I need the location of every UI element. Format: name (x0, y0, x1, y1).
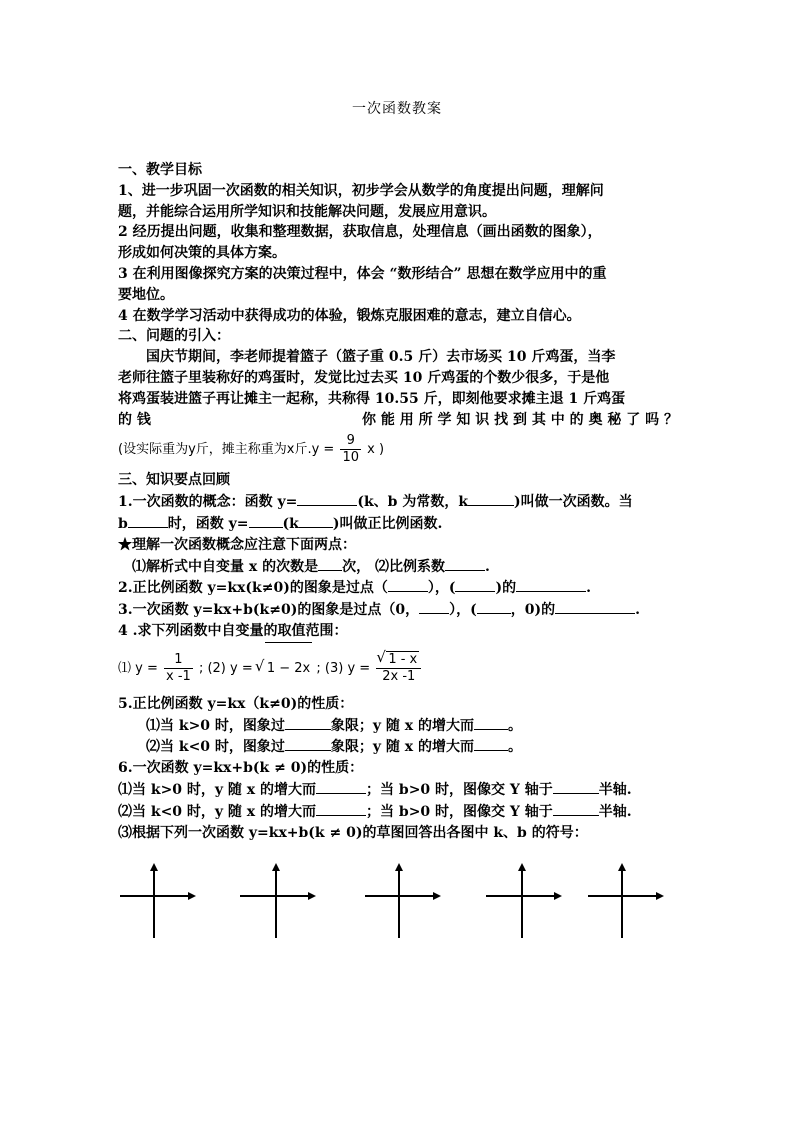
text-segment: 半轴. (598, 803, 632, 820)
answer-blank[interactable] (445, 556, 485, 571)
goal-4: 4 在数学学习活动中获得成功的体验，锻炼克服困难的意志，建立自信心。 (118, 307, 581, 324)
review-item-3 (118, 599, 678, 621)
intro-paragraph-line-1: 国庆节期间，李老师提着篮子（篮子重 0.5 斤）去市场买 10 斤鸡蛋，当李 (146, 349, 616, 366)
document-body (118, 160, 678, 843)
text-segment: . (635, 602, 640, 619)
coordinate-axes-1 (118, 860, 198, 940)
answer-blank[interactable] (455, 577, 495, 592)
text-segment: 2.正比例函数 y=kx(k≠0)的图象是过点（ (118, 580, 388, 597)
formula-2-label: ; (2) y = (198, 660, 253, 676)
intro-paragraph-line-3: 将鸡蛋装进篮子再让摊主一起称，共称得 10.55 斤，即刻他要求摊主退 1 斤鸡蛋 (118, 390, 626, 407)
coordinate-axes-4 (484, 860, 564, 940)
text-segment: b (118, 515, 128, 532)
answer-blank[interactable] (299, 513, 333, 528)
formula-1-label: ⑴ y = (118, 660, 158, 676)
goal-2-line-1: 2 经历提出问题，收集和整理数据，获取信息，处理信息（画出函数的图象）， (118, 224, 602, 241)
review-item-4: 4 .求下列函数中自变量的取值范围： (118, 622, 348, 639)
answer-blank[interactable] (128, 513, 168, 528)
formula-2-radical: √ 1 − 2x (265, 642, 312, 695)
property-6-case-3: ⑶根据下列一次函数 y=kx+b(k ≠ 0)的草图回答出各图中 k、b 的符号： (118, 824, 588, 841)
text-segment: ⑴当 k>0 时，图象过 (146, 717, 285, 734)
answer-blank[interactable] (474, 736, 508, 751)
intro-line-4-question: 你 能 用 所 学 知 识 找 到 其 中 的 奥 秘 了 吗 ？ (362, 411, 678, 428)
hint-end: x ) (367, 442, 385, 458)
review-item-2 (118, 577, 678, 599)
answer-blank[interactable] (249, 513, 283, 528)
text-segment: 1.一次函数的概念：函数 y= (118, 494, 298, 511)
formula-3-numerator (376, 651, 421, 669)
property-6-case-2 (118, 801, 678, 823)
intro-paragraph-line-2: 老师往篮子里装称好的鸡蛋时，发觉比过去买 10 斤鸡蛋的个数少很多，于是他 (118, 369, 610, 386)
text-segment: ⑵当 k<0 时，y 随 x 的增大而 (118, 803, 317, 820)
property-6-case-1 (118, 779, 678, 801)
section-heading-goals: 一、教学目标 (118, 162, 202, 178)
formula-3-radical: √ 1 - x (386, 651, 419, 668)
axes-sketch-row (0, 860, 794, 940)
answer-blank[interactable] (316, 779, 366, 794)
review-item-1-line-1 (118, 491, 678, 513)
goal-1-line-1: 1、进一步巩固一次函数的相关知识，初步学会从数学的角度提出问题，理解问 (118, 182, 604, 199)
text-segment: 次， ⑵比例系数 (342, 558, 445, 575)
text-segment: . (586, 580, 591, 597)
answer-blank[interactable] (555, 599, 635, 614)
answer-blank[interactable] (285, 715, 331, 730)
formula-1-denominator: x -1 (166, 668, 191, 684)
answer-blank[interactable] (419, 599, 449, 614)
text-segment: ，0)的 (510, 602, 556, 619)
text-segment: 象限；y 随 x 的增大而 (330, 717, 475, 734)
document-title: 一次函数教案 (352, 101, 442, 117)
intro-line-4-start: 的 钱 (118, 411, 151, 428)
text-segment: ；当 b>0 时，图像交 Y 轴于 (366, 803, 553, 820)
notice-points (118, 556, 678, 578)
answer-blank[interactable] (553, 801, 599, 816)
answer-blank[interactable] (297, 491, 357, 506)
text-segment: ；当 b>0 时，图像交 Y 轴于 (366, 781, 553, 798)
text-segment: )的 (495, 580, 517, 597)
text-segment: 。 (508, 717, 523, 734)
goal-3-line-1: 3 在利用图像探究方案的决策过程中，体会 “数形结合” 思想在数学应用中的重 (118, 265, 607, 282)
text-segment: 。 (508, 739, 523, 756)
formula-1-numerator: 1 (164, 652, 193, 669)
coordinate-axes-3 (363, 860, 443, 940)
answer-blank[interactable] (477, 599, 511, 614)
review-item-1-line-2 (118, 513, 678, 535)
answer-blank[interactable] (516, 577, 586, 592)
property-5-case-1 (118, 715, 678, 737)
answer-blank[interactable] (388, 577, 428, 592)
goal-3-line-2: 要地位。 (118, 286, 174, 303)
intro-paragraph-line-4 (118, 410, 678, 431)
answer-blank[interactable] (285, 736, 331, 751)
answer-blank[interactable] (553, 779, 599, 794)
text-segment: 半轴. (598, 781, 632, 798)
text-segment: (k (282, 515, 299, 532)
formula-3-fraction (376, 651, 421, 685)
goal-2-line-2: 形成如何决策的具体方案。 (118, 245, 286, 262)
domain-formulas (118, 642, 678, 694)
notice-heading: ★理解一次函数概念应注意下面两点： (118, 536, 356, 553)
property-5-case-2 (118, 736, 678, 758)
formula-3-denominator: 2x -1 (382, 669, 416, 685)
review-item-5: 5.正比例函数 y=kx（k≠0)的性质： (118, 695, 354, 712)
text-segment: ⑴解析式中自变量 x 的次数是 (132, 558, 319, 575)
text-segment: )叫做一次函数。当 (514, 494, 633, 511)
coordinate-axes-2 (238, 860, 318, 940)
text-segment: )叫做正比例函数. (332, 515, 443, 532)
hint-text: (设实际重为y斤，摊主称重为x斤.y = (118, 442, 335, 458)
text-segment: 3.一次函数 y=kx+b(k≠0)的图象是过点（0， (118, 602, 420, 619)
hint-fraction (340, 433, 361, 466)
intro-hint (118, 430, 678, 470)
answer-blank[interactable] (468, 491, 514, 506)
answer-blank[interactable] (316, 801, 366, 816)
text-segment: ⑴当 k>0 时，y 随 x 的增大而 (118, 781, 317, 798)
goal-1-line-2: 题，并能综合运用所学知识和技能解决问题，发展应用意识。 (118, 203, 496, 220)
section-heading-review: 三、知识要点回顾 (118, 472, 230, 489)
text-segment: (k、b 为常数，k (357, 494, 469, 511)
hint-numerator: 9 (340, 433, 361, 450)
text-segment: 象限；y 随 x 的增大而 (330, 739, 475, 756)
text-segment: 时，函数 y= (167, 515, 249, 532)
formula-1-fraction (164, 652, 193, 685)
coordinate-axes-5 (586, 860, 666, 940)
text-segment: ），( (449, 602, 477, 619)
text-segment: ⑵当 k<0 时，图象过 (146, 739, 285, 756)
text-segment: ），( (427, 580, 456, 597)
review-item-6: 6.一次函数 y=kx+b(k ≠ 0)的性质： (118, 760, 364, 777)
answer-blank[interactable] (474, 715, 508, 730)
text-segment: . (484, 558, 490, 575)
hint-denominator: 10 (342, 450, 359, 466)
answer-blank[interactable] (318, 556, 342, 571)
section-heading-intro: 二、问题的引入： (118, 328, 230, 345)
formula-3-label: ; (3) y = (316, 660, 371, 676)
